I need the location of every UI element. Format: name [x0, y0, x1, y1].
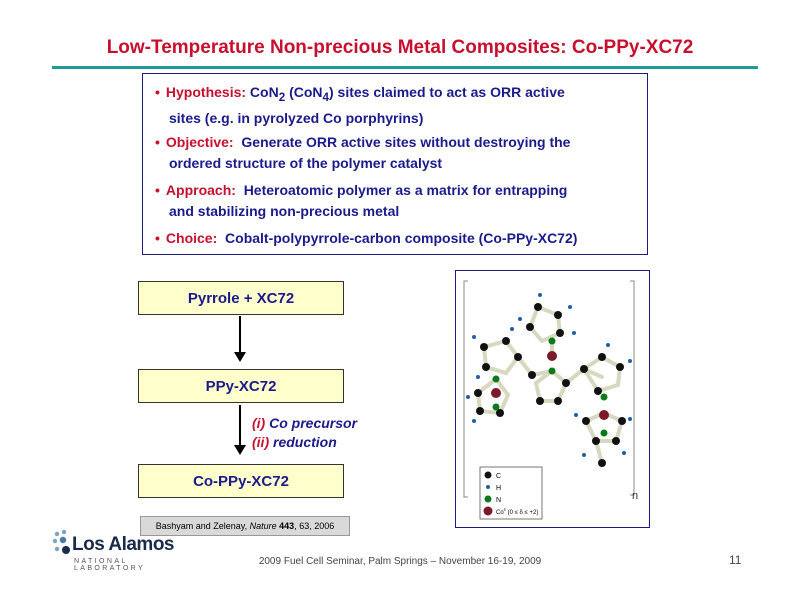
down-arrow-icon	[239, 405, 241, 453]
legend-label-n: N	[496, 497, 502, 504]
subscript: 4	[322, 90, 329, 104]
bullet-choice	[155, 228, 643, 249]
legend-label-c: C	[496, 473, 502, 480]
bullet-objective	[155, 132, 643, 174]
molecule-figure	[455, 270, 650, 528]
citation-volume: 443	[279, 521, 295, 531]
page-number: 11	[729, 553, 742, 567]
step-number: (i)	[252, 415, 266, 431]
down-arrow-icon	[239, 316, 241, 360]
bullet-dot: •	[155, 134, 160, 150]
bullet-dot: •	[155, 84, 160, 100]
citation-rest: , 63, 2006	[294, 521, 335, 531]
subscript: 2	[278, 90, 286, 104]
flow-box-intermediate: PPy-XC72	[138, 369, 344, 403]
bullet-continuation: ordered structure of the polymer catalyst	[169, 155, 443, 171]
bullet-text: (CoN	[285, 84, 323, 100]
flow-box-reactants: Pyrrole + XC72	[138, 281, 344, 315]
logo-name: Los Alamos	[72, 534, 174, 555]
title-divider	[52, 66, 758, 69]
citation-journal: Nature	[249, 521, 277, 531]
bullet-text: Cobalt-polypyrrole-carbon composite (Co-PPy-XC72)	[225, 230, 578, 246]
flow-box-product: Co-PPy-XC72	[138, 464, 344, 498]
legend-label-h: H	[496, 485, 502, 492]
footer-text: 2009 Fuel Cell Seminar, Palm Springs – November 16-19, 2009	[258, 556, 542, 567]
bullet-text: Heteroatomic polymer as a matrix for entrapping	[243, 182, 568, 198]
bullet-approach	[155, 180, 643, 222]
bullet-keyword: Hypothesis:	[165, 84, 247, 100]
bullet-keyword: Choice:	[165, 230, 218, 246]
polymer-structure-diagram	[456, 271, 649, 527]
step-number: (ii)	[252, 434, 270, 450]
step-text: Co precursor	[269, 415, 358, 431]
bullet-text: Generate ORR active sites without destroying the	[241, 134, 571, 150]
bullet-dot: •	[155, 182, 160, 198]
logo-subtitle: NATIONAL LABORATORY	[74, 558, 146, 572]
flow-step-labels	[252, 414, 357, 452]
slide-title: Low-Temperature Non-precious Metal Composites: Co-PPy-XC72	[106, 37, 694, 58]
bullet-keyword: Approach:	[165, 182, 236, 198]
bullet-text: ) sites claimed to act as ORR active	[329, 84, 565, 100]
bullet-hypothesis	[155, 82, 643, 129]
repeat-unit-label: n	[632, 490, 639, 502]
bullet-dot: •	[155, 230, 160, 246]
bullet-box	[142, 73, 648, 255]
step-text: reduction	[273, 434, 337, 450]
bullet-continuation: and stabilizing non-precious metal	[169, 203, 400, 219]
bullet-text: CoN	[249, 84, 279, 100]
bullet-continuation: sites (e.g. in pyrolyzed Co porphyrins)	[169, 109, 424, 126]
bullet-keyword: Objective:	[165, 134, 234, 150]
citation-authors: Bashyam and Zelenay,	[155, 521, 248, 531]
legend-label-co: $Co^\delta$ (0 ≤ δ ≤ +2)	[496, 507, 539, 516]
molecule-legend	[480, 467, 542, 519]
